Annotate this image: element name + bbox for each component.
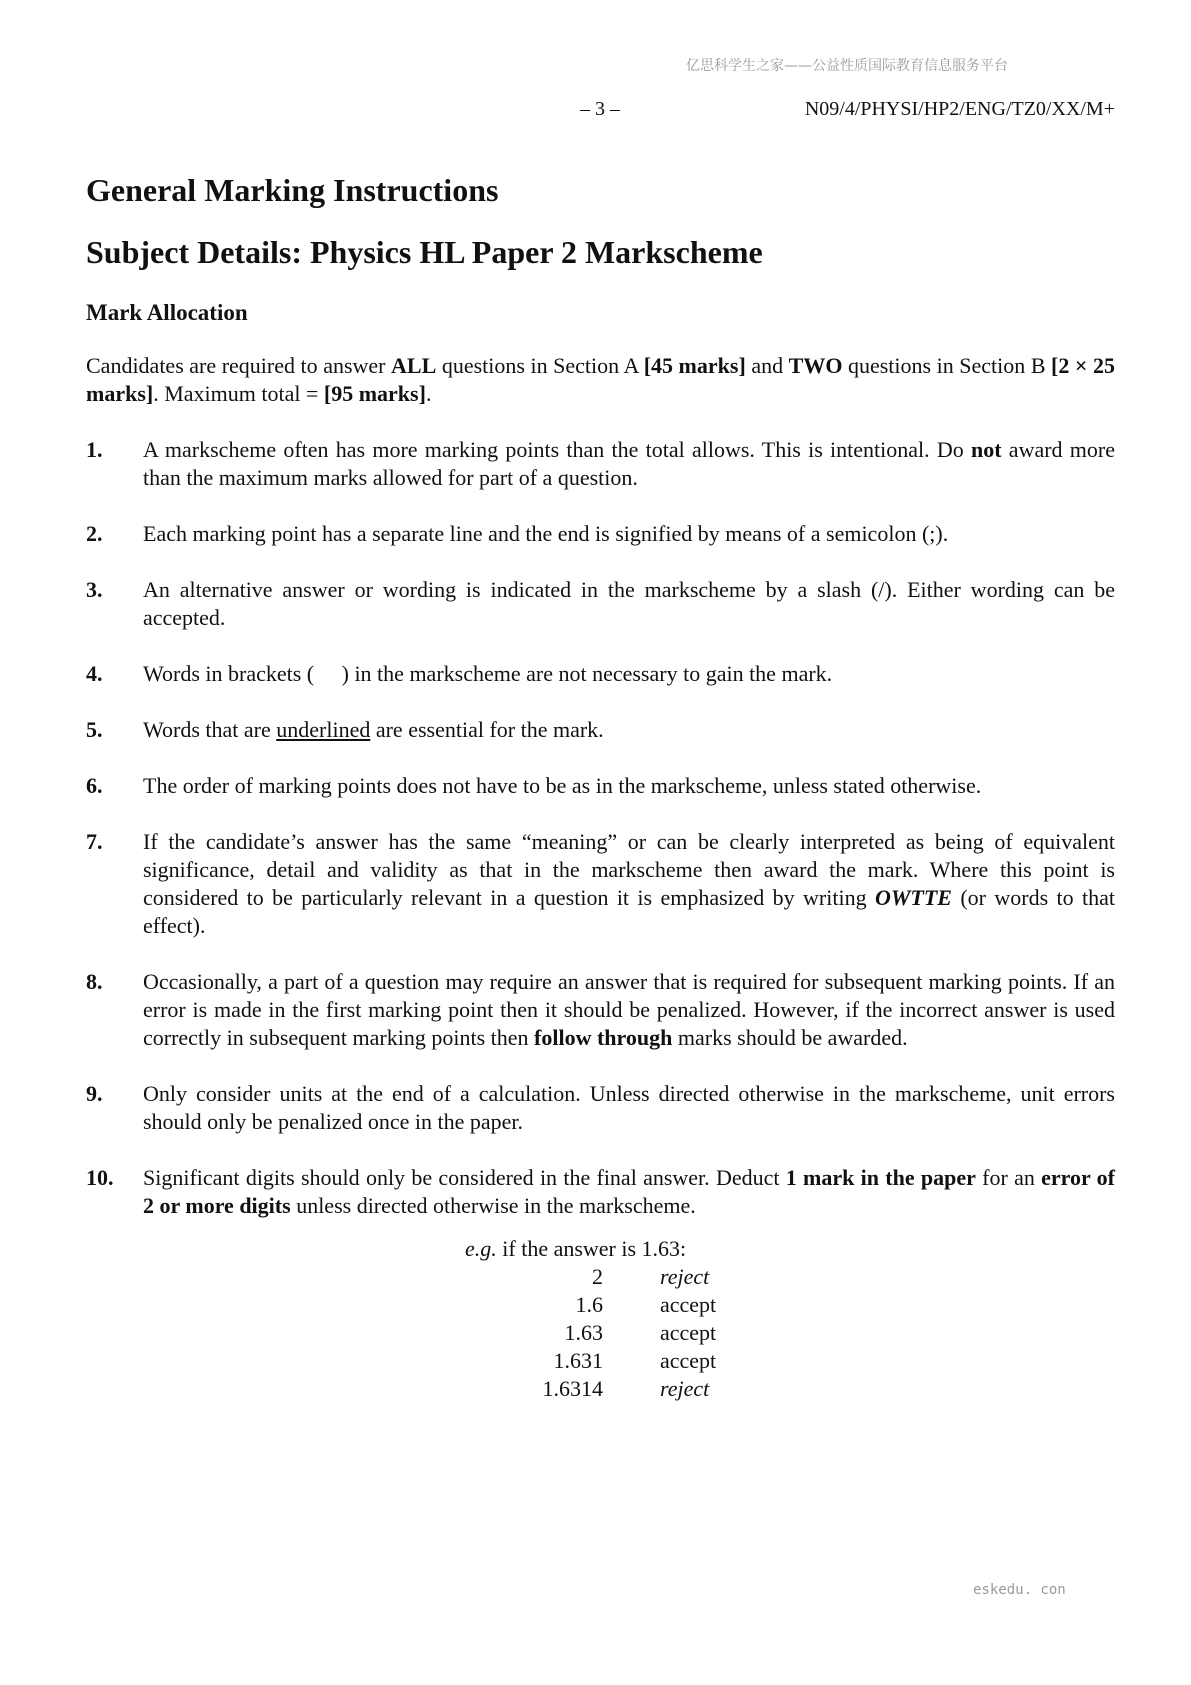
example-result: accept <box>660 1320 717 1345</box>
rule-number: 10. <box>86 1165 114 1190</box>
intro-text: . <box>425 381 432 406</box>
rule-text: unless directed otherwise in the markscheme. <box>290 1193 696 1218</box>
rule-item-6 <box>86 772 1115 800</box>
example-row <box>465 1291 785 1319</box>
rule-text: for an <box>975 1165 1042 1190</box>
example-row <box>465 1263 785 1291</box>
example-result: accept <box>660 1348 717 1373</box>
example-value: 1.63 <box>564 1320 603 1345</box>
example-lead-line <box>465 1235 785 1263</box>
rule-number: 6. <box>86 773 103 798</box>
example-result: reject <box>660 1376 710 1401</box>
rule-text: (or words to that effect). <box>143 885 1116 938</box>
rule-emphasis: error of 2 or more digits <box>143 1165 1115 1218</box>
rule-item-4 <box>86 660 1115 688</box>
rule-text: Only consider units at the end of a calculation. Unless directed otherwise in the markscheme, unit errors should only be penalized once in the paper. <box>143 1081 1115 1134</box>
watermark-bottom: eskedu. con <box>973 1582 1066 1598</box>
rule-item-10 <box>86 1164 1115 1220</box>
intro-paragraph <box>86 352 1115 408</box>
example-value: 1.6 <box>575 1292 603 1317</box>
rule-number: 1. <box>86 437 103 462</box>
rule-number: 5. <box>86 717 103 742</box>
rule-text: Each marking point has a separate line and the end is signified by means of a semicolon (;). <box>143 521 949 546</box>
intro-text: questions in Section A <box>436 353 644 378</box>
example-result: reject <box>660 1264 710 1289</box>
rule-number: 2. <box>86 521 103 546</box>
rule-number: 8. <box>86 969 103 994</box>
rule-number: 4. <box>86 661 103 686</box>
section-b-marks: [2 × 25 marks] <box>86 353 1115 406</box>
page-title: General Marking Instructions <box>86 172 499 208</box>
rule-emphasis: 1 mark in the paper <box>785 1165 976 1190</box>
intro-text: Candidates are required to answer <box>86 353 392 378</box>
rule-number: 9. <box>86 1081 103 1106</box>
example-row <box>465 1375 785 1403</box>
example-value: 1.631 <box>553 1348 603 1373</box>
watermark-top: 亿思科学生之家——公益性质国际教育信息服务平台 <box>686 58 1008 74</box>
rule-item-3 <box>86 576 1115 632</box>
rule-text: Words that are <box>143 717 277 742</box>
significant-digits-example <box>465 1235 785 1403</box>
rule-text: Occasionally, a part of a question may require an answer that is required for subsequent marking points. If an error is made in the first marking point then it should be penalized. However, if the incorrect answer is used correctly in subsequent marking points then <box>143 969 1115 1050</box>
example-row <box>465 1347 785 1375</box>
rule-text: are essential for the mark. <box>370 717 604 742</box>
rule-text: An alternative answer or wording is indicated in the markscheme by a slash (/). Either wording can be accepted. <box>143 577 1115 630</box>
rule-text: The order of marking points does not have to be as in the markscheme, unless stated otherwise. <box>143 773 982 798</box>
page-subtitle: Subject Details: Physics HL Paper 2 Markscheme <box>86 234 763 270</box>
rule-emphasis: not <box>971 437 1002 462</box>
rule-underlined-word: underlined <box>276 717 371 742</box>
intro-all-emphasis: ALL <box>391 353 437 378</box>
intro-text: questions in Section B <box>842 353 1052 378</box>
intro-two-emphasis: TWO <box>788 353 843 378</box>
example-value: 1.6314 <box>542 1376 603 1401</box>
rule-emphasis: OWTTE <box>874 885 952 910</box>
rule-number: 3. <box>86 577 103 602</box>
rule-text: award more than the maximum marks allowed for part of a question. <box>143 437 1115 490</box>
example-eg-label: e.g. <box>465 1236 497 1261</box>
page-header <box>580 98 1115 128</box>
rule-item-7 <box>86 828 1115 940</box>
rule-emphasis: follow through <box>534 1025 673 1050</box>
page-number: – 3 – <box>580 98 620 120</box>
total-marks: [95 marks] <box>323 381 426 406</box>
rule-text: Significant digits should only be considered in the final answer. Deduct <box>143 1165 786 1190</box>
example-row <box>465 1319 785 1347</box>
rule-item-8 <box>86 968 1115 1052</box>
rule-text: marks should be awarded. <box>672 1025 908 1050</box>
rule-text: Words in brackets ( ) in the markscheme are not necessary to gain the mark. <box>143 661 833 686</box>
document-body <box>86 170 1115 1403</box>
rule-item-2 <box>86 520 1115 548</box>
rule-text: A markscheme often has more marking points than the total allows. This is intentional. Do <box>143 437 971 462</box>
rule-item-5 <box>86 716 1115 744</box>
example-lead-text: if the answer is 1.63: <box>496 1236 687 1261</box>
rule-item-1 <box>86 436 1115 492</box>
marking-rules-list <box>86 436 1115 1220</box>
rule-number: 7. <box>86 829 103 854</box>
example-result: accept <box>660 1292 717 1317</box>
section-a-marks: [45 marks] <box>643 353 746 378</box>
rule-item-9 <box>86 1080 1115 1136</box>
example-value: 2 <box>592 1264 603 1289</box>
intro-text: and <box>745 353 789 378</box>
rule-text: If the candidate’s answer has the same “meaning” or can be clearly interpreted as being of equivalent significance, detail and validity as that in the markscheme then award the mark. Where this point is considered to be particularly relevant in a question it is emphasized by writing <box>143 829 1115 910</box>
section-heading: Mark Allocation <box>86 300 248 325</box>
intro-text: . Maximum total = <box>153 381 324 406</box>
document-code: N09/4/PHYSI/HP2/ENG/TZ0/XX/M+ <box>804 98 1115 120</box>
